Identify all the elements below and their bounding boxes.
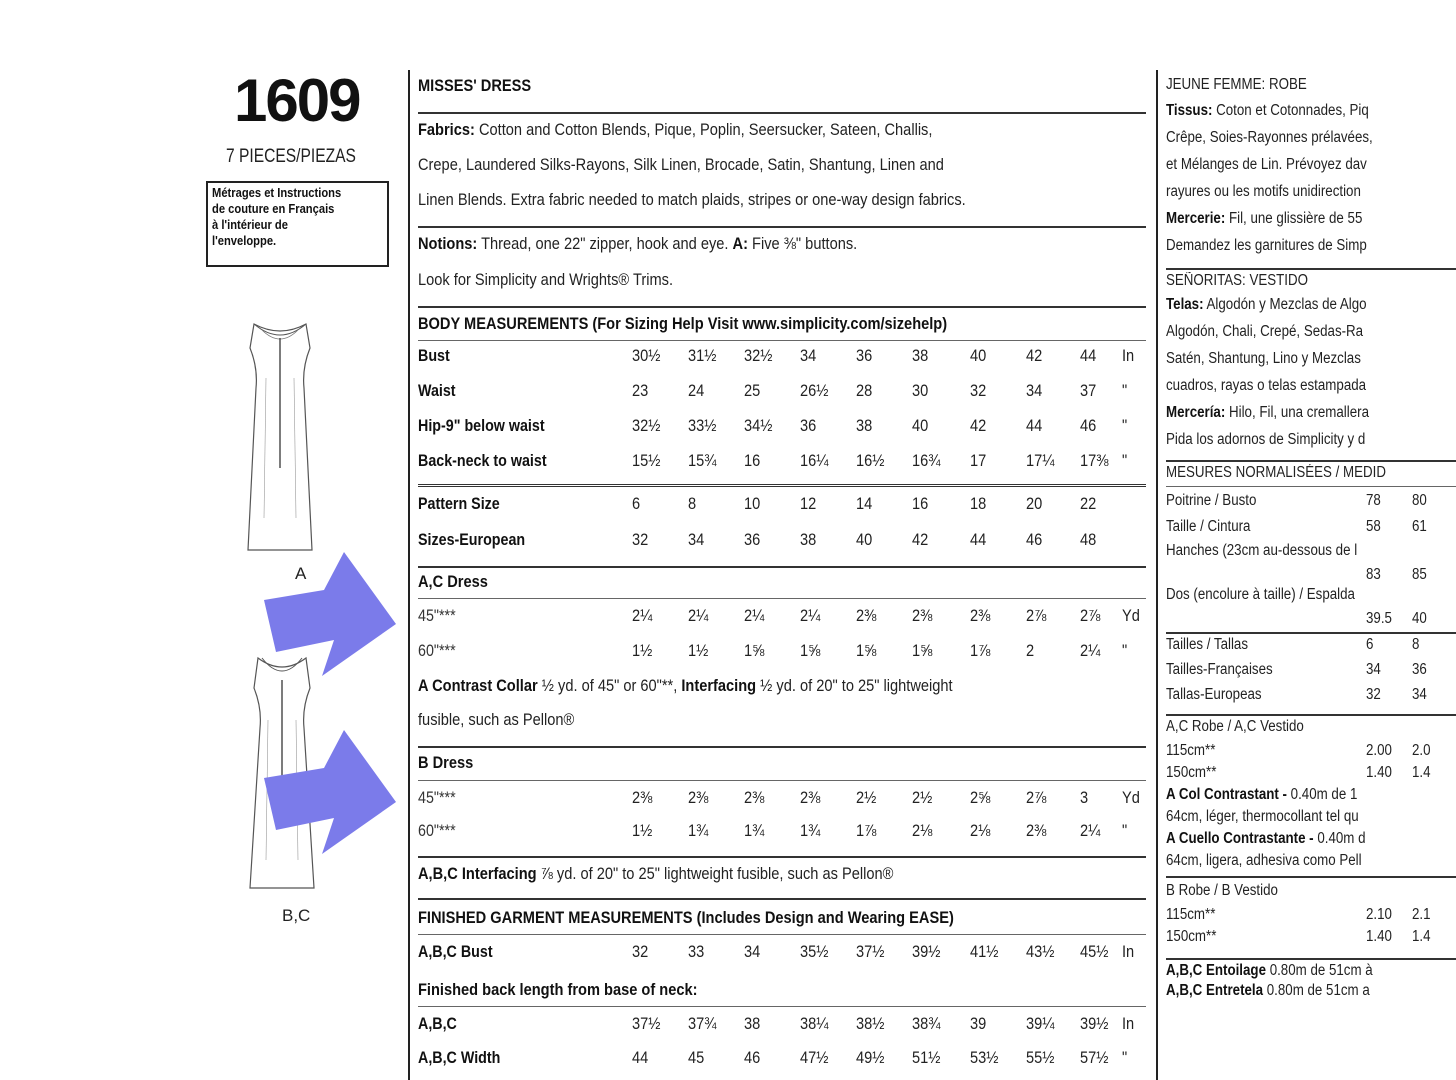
table-cell: 36 xyxy=(744,530,761,549)
table-cell: 1¾ xyxy=(688,821,709,840)
section-title: MISSES' DRESS xyxy=(418,76,532,95)
b-dress-heading: B Dress xyxy=(418,753,474,772)
table-cell: 39¼ xyxy=(1026,1014,1055,1033)
divider xyxy=(418,780,1146,781)
table-cell: 1¾ xyxy=(744,821,765,840)
divider xyxy=(418,226,1146,228)
table-cell: 2¼ xyxy=(744,606,765,625)
fr-b-heading: B Robe / B Vestido xyxy=(1166,882,1278,899)
interfacing-text: ½ yd. of 20" to 25" lightweight xyxy=(756,676,953,695)
table-cell: 1⅝ xyxy=(800,641,821,660)
table-cell: 32 xyxy=(970,381,987,400)
text-line xyxy=(1166,404,1369,422)
line-text: Algodón y Mezclas de Algo xyxy=(1203,296,1367,313)
pattern-envelope-back xyxy=(178,0,1456,1080)
table-cell: 2⅜ xyxy=(1026,821,1047,840)
line-label: Mercería: xyxy=(1166,404,1226,421)
line-text: Pida los adornos de Simplicity y d xyxy=(1166,431,1366,448)
table-cell: 32 xyxy=(1366,686,1381,703)
table-cell: 80 xyxy=(1412,492,1427,509)
row-label: 60"*** xyxy=(418,641,456,660)
table-cell: 2⅛ xyxy=(912,821,933,840)
table-cell: 46 xyxy=(744,1048,761,1067)
table-cell: 15½ xyxy=(632,451,661,470)
table-cell: 58 xyxy=(1366,518,1381,535)
table-row xyxy=(418,346,1146,368)
table-row xyxy=(418,788,1146,810)
table-cell: 6 xyxy=(1366,636,1374,653)
table-cell: 37½ xyxy=(632,1014,661,1033)
table-cell: 28 xyxy=(856,381,873,400)
divider xyxy=(418,1006,1146,1007)
divider xyxy=(1166,876,1456,878)
table-cell: 53½ xyxy=(970,1048,999,1067)
row-label: Poitrine / Busto xyxy=(1166,492,1257,509)
table-cell: 2¼ xyxy=(1080,821,1101,840)
finished-back-length-label: Finished back length from base of neck: xyxy=(418,980,698,999)
table-cell: 34 xyxy=(1412,686,1427,703)
table-cell: 2.0 xyxy=(1412,742,1431,759)
table-cell: 34 xyxy=(1026,381,1043,400)
row-label: 115cm** xyxy=(1166,906,1216,923)
table-cell: 17 xyxy=(970,451,987,470)
interfacing-label: Interfacing xyxy=(681,676,757,695)
french-note-line: l'enveloppe. xyxy=(212,233,277,248)
table-cell: 1⅞ xyxy=(856,821,877,840)
table-cell: 40 xyxy=(970,346,987,365)
row-label: Tailles / Tallas xyxy=(1166,636,1248,653)
table-cell: 46 xyxy=(1080,416,1097,435)
line-text: Demandez les garnitures de Simp xyxy=(1166,237,1367,254)
abc-interfacing-label: A,B,C Interfacing xyxy=(418,864,537,883)
table-cell: 34 xyxy=(1366,661,1381,678)
row-label: Sizes-European xyxy=(418,530,526,549)
table-cell: 2¼ xyxy=(632,606,653,625)
table-row xyxy=(418,530,1146,552)
line-label: Telas: xyxy=(1166,296,1204,313)
line-text: Algodón, Chali, Crepé, Sedas-Ra xyxy=(1166,323,1364,340)
table-cell: 39½ xyxy=(1080,1014,1109,1033)
table-cell: 37¾ xyxy=(688,1014,717,1033)
table-cell: 14 xyxy=(856,494,873,513)
table-cell: 40 xyxy=(856,530,873,549)
line-text: Fil, une glissière de 55 xyxy=(1225,210,1363,227)
divider xyxy=(1166,714,1456,716)
table-cell: 38¼ xyxy=(800,1014,829,1033)
row-label: 150cm** xyxy=(1166,928,1217,945)
table-cell: 2.00 xyxy=(1366,742,1392,759)
fabrics-text: Cotton and Cotton Blends, Pique, Poplin, Seersucker, Sateen, Challis, xyxy=(474,120,933,139)
body-measurements-heading: BODY MEASUREMENTS (For Sizing Help Visit www.simplicity.com/sizehelp) xyxy=(418,314,948,333)
table-row xyxy=(418,606,1146,628)
table-cell: 30½ xyxy=(632,346,661,365)
text-line xyxy=(1166,350,1361,368)
table-cell: In xyxy=(1122,1014,1135,1033)
table-cell: 42 xyxy=(1026,346,1043,365)
table-cell: 1.4 xyxy=(1412,764,1431,781)
table-row xyxy=(418,451,1146,473)
fr-contrast-text: 0.40m de 1 xyxy=(1286,786,1358,803)
table-cell: 10 xyxy=(744,494,761,513)
fr-back-value: 40 xyxy=(1412,610,1427,627)
table-cell: 45½ xyxy=(1080,942,1109,961)
fr-section-title: JEUNE FEMME: ROBE xyxy=(1166,76,1307,93)
table-cell: 78 xyxy=(1366,492,1381,509)
table-cell: 34 xyxy=(744,942,761,961)
table-cell: 1⅝ xyxy=(856,641,877,660)
contrast-collar-line2: fusible, such as Pellon® xyxy=(418,710,575,729)
table-cell: 23 xyxy=(632,381,649,400)
table-cell: 16 xyxy=(912,494,929,513)
divider xyxy=(418,484,1146,490)
table-cell: 38 xyxy=(800,530,817,549)
table-cell: 12 xyxy=(800,494,817,513)
table-cell: 35½ xyxy=(800,942,829,961)
notions-line xyxy=(418,234,857,254)
table-cell: 2½ xyxy=(912,788,933,807)
table-cell: 18 xyxy=(970,494,987,513)
text-line xyxy=(1166,129,1373,147)
row-label: Back-neck to waist xyxy=(418,451,547,470)
row-label: A,B,C xyxy=(418,1014,457,1033)
fr-contrast-line2: 64cm, léger, thermocollant tel qu xyxy=(1166,808,1359,825)
table-row xyxy=(418,494,1146,516)
row-label: A,B,C Width xyxy=(418,1048,501,1067)
fabrics-line: Linen Blends. Extra fabric needed to match plaids, stripes or one-way design fabrics. xyxy=(418,190,966,209)
table-cell: In xyxy=(1122,942,1135,961)
table-cell: 2⅜ xyxy=(856,606,877,625)
table-cell: 44 xyxy=(1026,416,1043,435)
fr-interfacing xyxy=(1166,962,1373,980)
table-cell: 17⅜ xyxy=(1080,451,1109,470)
table-cell: 20 xyxy=(1026,494,1043,513)
divider xyxy=(418,306,1146,308)
table-cell: 2 xyxy=(1026,641,1035,660)
table-cell: 44 xyxy=(632,1048,649,1067)
es-contrast-label: A Cuello Contrastante - xyxy=(1166,830,1314,847)
table-cell: 38 xyxy=(856,416,873,435)
row-label: 115cm** xyxy=(1166,742,1216,759)
table-cell: 44 xyxy=(970,530,987,549)
line-label: Tissus: xyxy=(1166,102,1213,119)
pieces-count: 7 PIECES/PIEZAS xyxy=(226,146,356,167)
table-cell: " xyxy=(1122,641,1128,660)
es-interfacing-label: A,B,C Entretela xyxy=(1166,982,1264,999)
fr-contrast-collar xyxy=(1166,786,1357,804)
table-cell: 47½ xyxy=(800,1048,829,1067)
table-cell: 42 xyxy=(912,530,929,549)
table-cell: 49½ xyxy=(856,1048,885,1067)
text-line xyxy=(1166,102,1369,120)
table-cell: 38 xyxy=(912,346,929,365)
es-interfacing-text: 0.80m de 51cm a xyxy=(1263,982,1370,999)
table-cell: 1½ xyxy=(632,641,653,660)
row-label: Pattern Size xyxy=(418,494,500,513)
table-cell: 24 xyxy=(688,381,705,400)
french-note-line: à l'intérieur de xyxy=(212,217,288,232)
table-row xyxy=(418,416,1146,438)
table-cell: " xyxy=(1122,451,1128,470)
table-cell: 8 xyxy=(688,494,697,513)
text-line xyxy=(1166,156,1367,174)
table-cell: 2⅞ xyxy=(1080,606,1101,625)
ac-dress-heading: A,C Dress xyxy=(418,572,488,591)
table-cell: 16¼ xyxy=(800,451,829,470)
fabrics-label: Fabrics: xyxy=(418,120,475,139)
divider xyxy=(418,856,1146,858)
table-cell: 43½ xyxy=(1026,942,1055,961)
table-cell: 42 xyxy=(970,416,987,435)
table-cell: 34 xyxy=(688,530,705,549)
table-cell: 1⅝ xyxy=(744,641,765,660)
french-instructions-note xyxy=(206,181,389,267)
notions-a-text: Five ⅜" buttons. xyxy=(747,234,858,253)
table-cell: 2⅜ xyxy=(970,606,991,625)
table-cell: 37½ xyxy=(856,942,885,961)
contrast-collar-text: ½ yd. of 45" or 60"**, xyxy=(537,676,682,695)
line-label: Mercerie: xyxy=(1166,210,1226,227)
fr-contrast-label: A Col Contrastant - xyxy=(1166,786,1287,803)
table-row xyxy=(418,942,1146,964)
es-interfacing xyxy=(1166,982,1370,1000)
table-cell: 1.4 xyxy=(1412,928,1431,945)
divider xyxy=(418,746,1146,748)
table-cell: 45 xyxy=(688,1048,705,1067)
left-column xyxy=(178,0,410,1080)
text-line xyxy=(1166,296,1367,314)
table-cell: 16½ xyxy=(856,451,885,470)
line-text: Crêpe, Soies-Rayonnes prélavées, xyxy=(1166,129,1373,146)
table-cell: 33 xyxy=(688,942,705,961)
divider xyxy=(418,566,1146,568)
fabrics-line: Crepe, Laundered Silks-Rayons, Silk Linen, Brocade, Satin, Shantung, Linen and xyxy=(418,155,944,174)
line-text: Hilo, Fil, una cremallera xyxy=(1225,404,1370,421)
table-cell: 32 xyxy=(632,942,649,961)
es-contrast-text: 0.40m d xyxy=(1313,830,1366,847)
divider xyxy=(1166,632,1456,634)
table-cell: 34 xyxy=(800,346,817,365)
highlight-arrow-icon xyxy=(262,552,402,682)
divider xyxy=(418,112,1146,114)
table-cell: 1⅞ xyxy=(970,641,991,660)
row-label: Bust xyxy=(418,346,450,365)
english-column xyxy=(408,70,1148,1080)
view-label-a: A xyxy=(295,564,307,583)
divider xyxy=(1166,958,1456,960)
table-cell: 16 xyxy=(744,451,761,470)
fr-hip-label: Hanches (23cm au-dessous de l xyxy=(1166,542,1358,559)
table-cell: 30 xyxy=(912,381,929,400)
table-row xyxy=(418,821,1146,843)
table-cell: 2¼ xyxy=(1080,641,1101,660)
abc-interfacing-text: ⅞ yd. of 20" to 25" lightweight fusible, such as Pellon® xyxy=(536,864,894,883)
dress-sketch-view-a xyxy=(240,318,320,558)
table-cell: 2½ xyxy=(856,788,877,807)
table-cell: 22 xyxy=(1080,494,1097,513)
table-cell: 2.10 xyxy=(1366,906,1392,923)
text-line xyxy=(1166,377,1366,395)
table-row xyxy=(418,1048,1146,1070)
es-contrast-collar xyxy=(1166,830,1366,848)
french-spanish-column xyxy=(1156,70,1456,1080)
table-cell: 16¾ xyxy=(912,451,941,470)
table-cell: " xyxy=(1122,1048,1128,1067)
table-cell: 1.40 xyxy=(1366,764,1392,781)
table-cell: 2⅜ xyxy=(688,788,709,807)
table-cell: 15¾ xyxy=(688,451,717,470)
row-label: 150cm** xyxy=(1166,764,1217,781)
table-cell: 57½ xyxy=(1080,1048,1109,1067)
fabrics-line xyxy=(418,120,932,140)
table-cell: 36 xyxy=(1412,661,1427,678)
row-label: Tallas-Europeas xyxy=(1166,686,1262,703)
table-cell: 55½ xyxy=(1026,1048,1055,1067)
divider xyxy=(418,934,1146,935)
divider xyxy=(418,340,1146,341)
table-cell: 34½ xyxy=(744,416,773,435)
table-cell: " xyxy=(1122,821,1128,840)
divider xyxy=(1166,268,1456,270)
table-cell: 41½ xyxy=(970,942,999,961)
table-cell: 2¼ xyxy=(688,606,709,625)
table-cell: 39½ xyxy=(912,942,941,961)
text-line xyxy=(1166,183,1361,201)
line-text: Coton et Cotonnades, Piq xyxy=(1212,102,1369,119)
trims-line: Look for Simplicity and Wrights® Trims. xyxy=(418,270,674,289)
fr-interfacing-text: 0.80m de 51cm à xyxy=(1265,962,1373,979)
abc-interfacing-line xyxy=(418,864,893,884)
line-text: cuadros, rayas o telas estampada xyxy=(1166,377,1367,394)
text-line xyxy=(1166,237,1367,255)
table-cell: 1.40 xyxy=(1366,928,1392,945)
table-cell: 46 xyxy=(1026,530,1043,549)
table-cell: 2⅝ xyxy=(970,788,991,807)
table-cell: 48 xyxy=(1080,530,1097,549)
finished-measurements-heading: FINISHED GARMENT MEASUREMENTS (Includes Design and Wearing EASE) xyxy=(418,908,954,927)
row-label: Tailles-Françaises xyxy=(1166,661,1273,678)
view-label-bc: B,C xyxy=(282,906,311,925)
line-text: et Mélanges de Lin. Prévoyez dav xyxy=(1166,156,1367,173)
line-text: Satén, Shantung, Lino y Mezclas xyxy=(1166,350,1361,367)
table-cell: In xyxy=(1122,346,1135,365)
table-cell: 39 xyxy=(970,1014,987,1033)
table-cell: 2⅜ xyxy=(912,606,933,625)
table-cell: 2⅜ xyxy=(800,788,821,807)
divider xyxy=(1166,486,1456,487)
fr-ac-heading: A,C Robe / A,C Vestido xyxy=(1166,718,1304,735)
table-cell: 38 xyxy=(744,1014,761,1033)
table-cell: 3 xyxy=(1080,788,1089,807)
french-note-line: de couture en Français xyxy=(212,201,335,216)
table-row xyxy=(418,1014,1146,1036)
es-section-title: SEÑORITAS: VESTIDO xyxy=(1166,272,1308,289)
table-cell: " xyxy=(1122,416,1128,435)
line-text: rayures ou les motifs unidirection xyxy=(1166,183,1361,200)
table-cell: Yd xyxy=(1122,606,1140,625)
table-cell: 38½ xyxy=(856,1014,885,1033)
table-cell: 2⅞ xyxy=(1026,788,1047,807)
row-label: Hip-9" below waist xyxy=(418,416,545,435)
contrast-collar-label: A Contrast Collar xyxy=(418,676,538,695)
table-cell: 33½ xyxy=(688,416,717,435)
table-cell: 44 xyxy=(1080,346,1097,365)
fr-back-value: 39.5 xyxy=(1366,610,1392,627)
table-cell: 36 xyxy=(856,346,873,365)
table-cell: 40 xyxy=(912,416,929,435)
table-cell: Yd xyxy=(1122,788,1140,807)
table-cell: 26½ xyxy=(800,381,829,400)
table-cell: 2⅛ xyxy=(970,821,991,840)
table-cell: 2¼ xyxy=(800,606,821,625)
table-cell: 32 xyxy=(632,530,649,549)
fr-measurements-heading: MESURES NORMALISÉES / MEDID xyxy=(1166,464,1386,481)
table-cell: 1¾ xyxy=(800,821,821,840)
table-cell: 2⅜ xyxy=(744,788,765,807)
table-cell: 2⅞ xyxy=(1026,606,1047,625)
fr-hip-value: 83 xyxy=(1366,566,1381,583)
table-cell: 37 xyxy=(1080,381,1097,400)
pattern-number: 1609 xyxy=(234,67,360,134)
divider xyxy=(418,898,1146,900)
table-cell: 1⅝ xyxy=(912,641,933,660)
table-cell: 2.1 xyxy=(1412,906,1431,923)
table-cell: 36 xyxy=(800,416,817,435)
table-cell: 51½ xyxy=(912,1048,941,1067)
table-cell: 61 xyxy=(1412,518,1427,535)
row-label: Waist xyxy=(418,381,456,400)
table-cell: 6 xyxy=(632,494,641,513)
table-cell: 1½ xyxy=(688,641,709,660)
table-cell: 8 xyxy=(1412,636,1420,653)
fr-interfacing-label: A,B,C Entoilage xyxy=(1166,962,1266,979)
table-row xyxy=(418,381,1146,403)
table-cell: 25 xyxy=(744,381,761,400)
contrast-collar-line xyxy=(418,676,953,696)
french-note-line: Métrages et Instructions xyxy=(212,185,342,200)
row-label: 60"*** xyxy=(418,821,456,840)
text-line xyxy=(1166,431,1365,449)
table-row xyxy=(418,641,1146,663)
highlight-arrow-icon xyxy=(262,730,402,860)
table-cell: 1½ xyxy=(632,821,653,840)
row-label: A,B,C Bust xyxy=(418,942,493,961)
notions-label: Notions: xyxy=(418,234,478,253)
divider xyxy=(1166,460,1456,462)
table-cell: 31½ xyxy=(688,346,717,365)
table-cell: 2⅜ xyxy=(632,788,653,807)
row-label: 45"*** xyxy=(418,606,456,625)
table-cell: 32½ xyxy=(632,416,661,435)
fr-hip-value: 85 xyxy=(1412,566,1427,583)
fr-back-label: Dos (encolure à taille) / Espalda xyxy=(1166,586,1355,603)
table-cell: 32½ xyxy=(744,346,773,365)
table-cell: 38¾ xyxy=(912,1014,941,1033)
table-cell: 17¼ xyxy=(1026,451,1055,470)
row-label: Taille / Cintura xyxy=(1166,518,1251,535)
notions-text: Thread, one 22" zipper, hook and eye. xyxy=(477,234,733,253)
es-contrast-line2: 64cm, ligera, adhesiva como Pell xyxy=(1166,852,1362,869)
divider xyxy=(418,598,1146,599)
text-line xyxy=(1166,323,1363,341)
row-label: 45"*** xyxy=(418,788,456,807)
table-cell: " xyxy=(1122,381,1128,400)
notions-a-label: A: xyxy=(732,234,748,253)
text-line xyxy=(1166,210,1362,228)
